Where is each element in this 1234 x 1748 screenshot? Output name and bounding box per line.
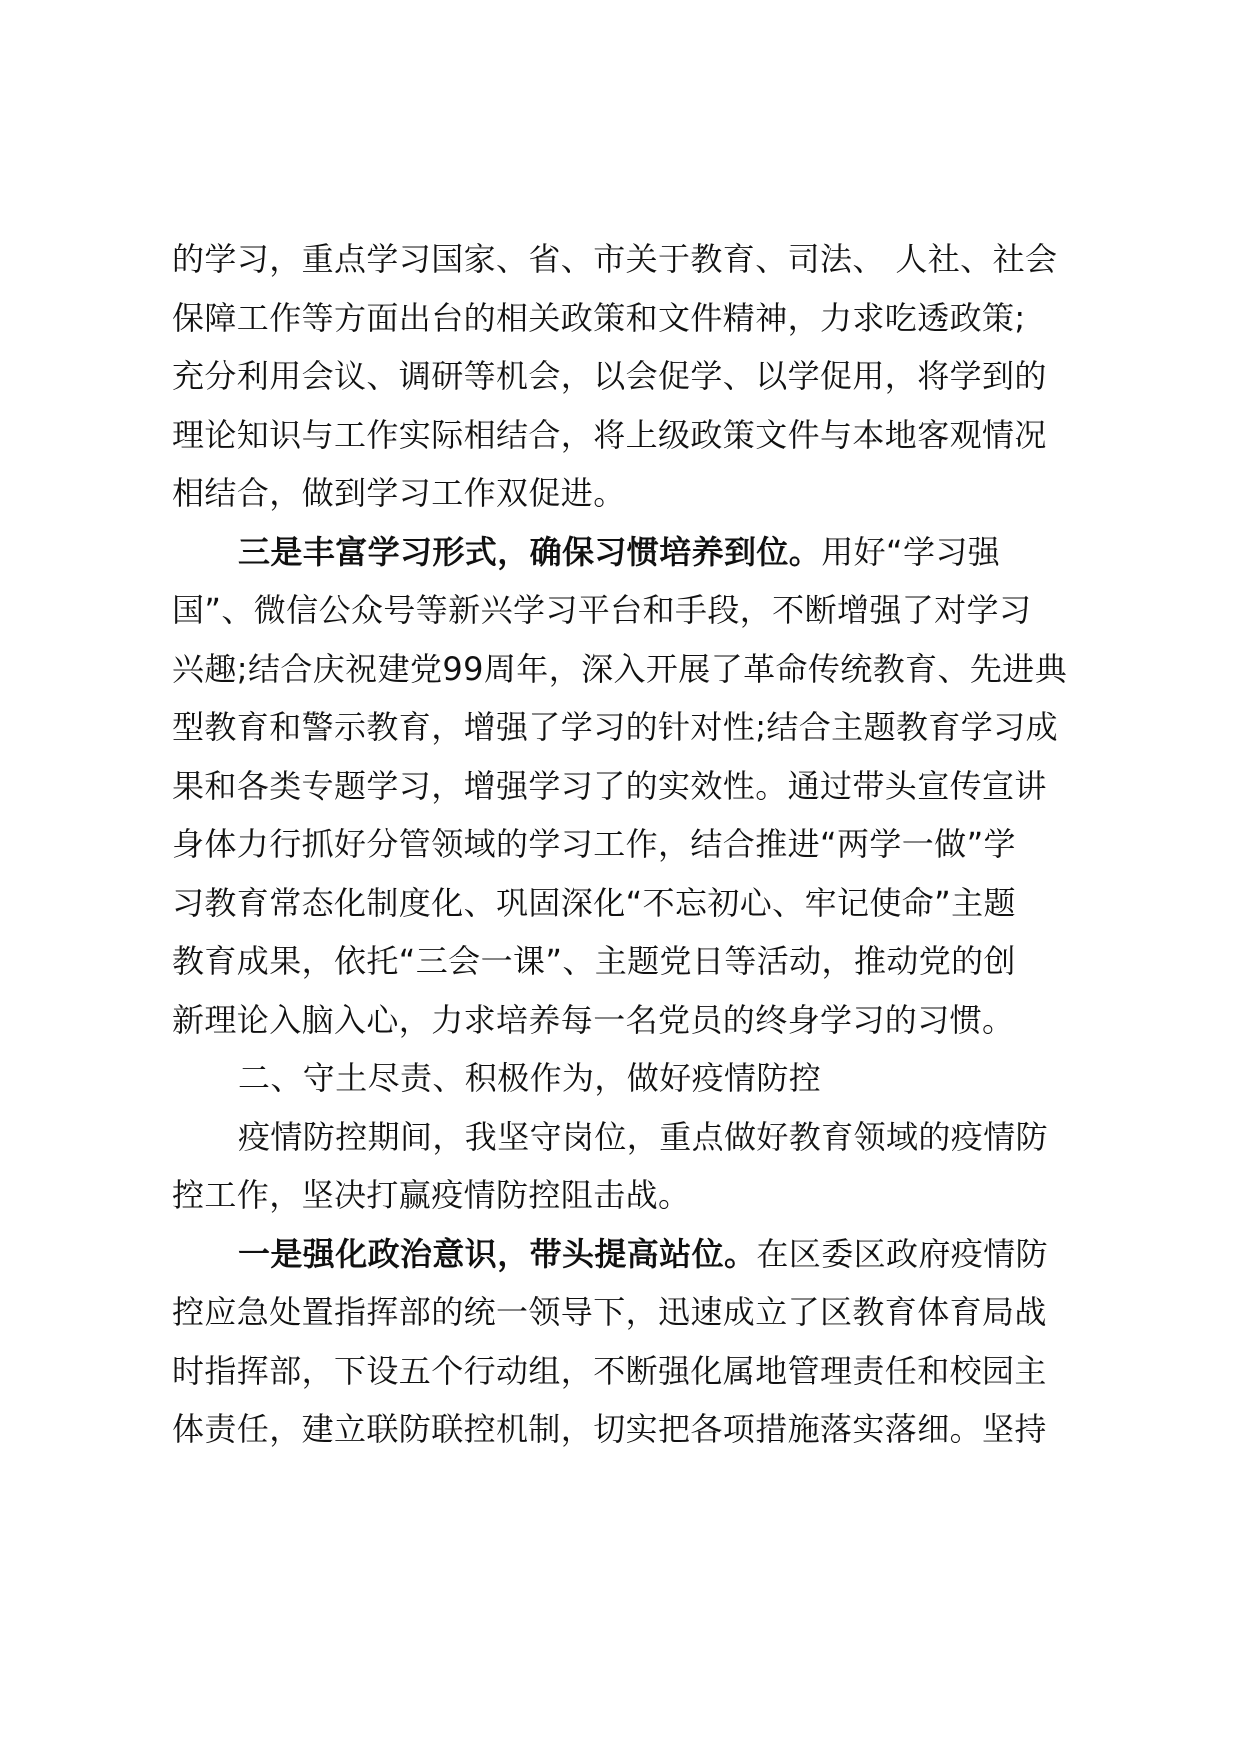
paragraph-line: 新理论入脑入心，力求培养每一名党员的终身学习的习惯。 bbox=[172, 1000, 1015, 1039]
paragraph-line: 充分利用会议、调研等机会，以会促学、以学促用，将学到的 bbox=[172, 357, 1047, 395]
bold-heading: 三是丰富学习形式，确保习惯培养到位。 bbox=[238, 532, 822, 571]
paragraph-line: 控应急处置指挥部的统一领导下，迅速成立了区教育体育局战 bbox=[172, 1293, 1047, 1331]
paragraph-line: 体责任，建立联防联控机制，切实把各项措施落实落细。坚持 bbox=[172, 1410, 1047, 1448]
paragraph-line: 兴趣;结合庆祝建党99周年，深入开展了革命传统教育、先进典 bbox=[172, 649, 1068, 688]
paragraph-line: 国”、微信公众号等新兴学习平台和手段，不断增强了对学习 bbox=[172, 591, 1032, 629]
bold-heading: 一是强化政治意识，带头提高站位。 bbox=[238, 1234, 757, 1273]
paragraph-text: 用好“学习强 bbox=[821, 532, 1001, 571]
paragraph-line: 疫情防控期间，我坚守岗位，重点做好教育领域的疫情防 bbox=[238, 1117, 1049, 1156]
paragraph-line bbox=[172, 523, 1092, 582]
paragraph-line: 型教育和警示教育，增强了学习的针对性;结合主题教育学习成 bbox=[172, 708, 1058, 746]
paragraph-text: 在区委区政府疫情防 bbox=[756, 1234, 1049, 1273]
paragraph-line: 相结合，做到学习工作双促进。 bbox=[172, 474, 626, 512]
paragraph-line: 的学习，重点学习国家、省、市关于教育、司法、 人社、社会 bbox=[172, 240, 1058, 278]
paragraph-line: 理论知识与工作实际相结合，将上级政策文件与本地客观情况 bbox=[172, 415, 1047, 454]
paragraph-line: 保障工作等方面出台的相关政策和文件精神，力求吃透政策; bbox=[172, 298, 1026, 337]
paragraph-line: 身体力行抓好分管领域的学习工作，结合推进“两学一做”学 bbox=[172, 825, 1016, 863]
document-body bbox=[172, 230, 1092, 1459]
paragraph-line bbox=[172, 1225, 1092, 1284]
paragraph-line: 习教育常态化制度化、巩固深化“不忘初心、牢记使命”主题 bbox=[172, 883, 1016, 922]
paragraph-line: 果和各类专题学习，增强学习了的实效性。通过带头宣传宣讲 bbox=[172, 766, 1047, 805]
paragraph-line: 时指挥部，下设五个行动组，不断强化属地管理责任和校园主 bbox=[172, 1351, 1047, 1390]
paragraph-line: 教育成果，依托“三会一课”、主题党日等活动，推动党的创 bbox=[172, 942, 1016, 980]
section-heading: 二、守土尽责、积极作为，做好疫情防控 bbox=[238, 1059, 822, 1097]
paragraph-line: 控工作，坚决打赢疫情防控阻击战。 bbox=[172, 1176, 691, 1214]
